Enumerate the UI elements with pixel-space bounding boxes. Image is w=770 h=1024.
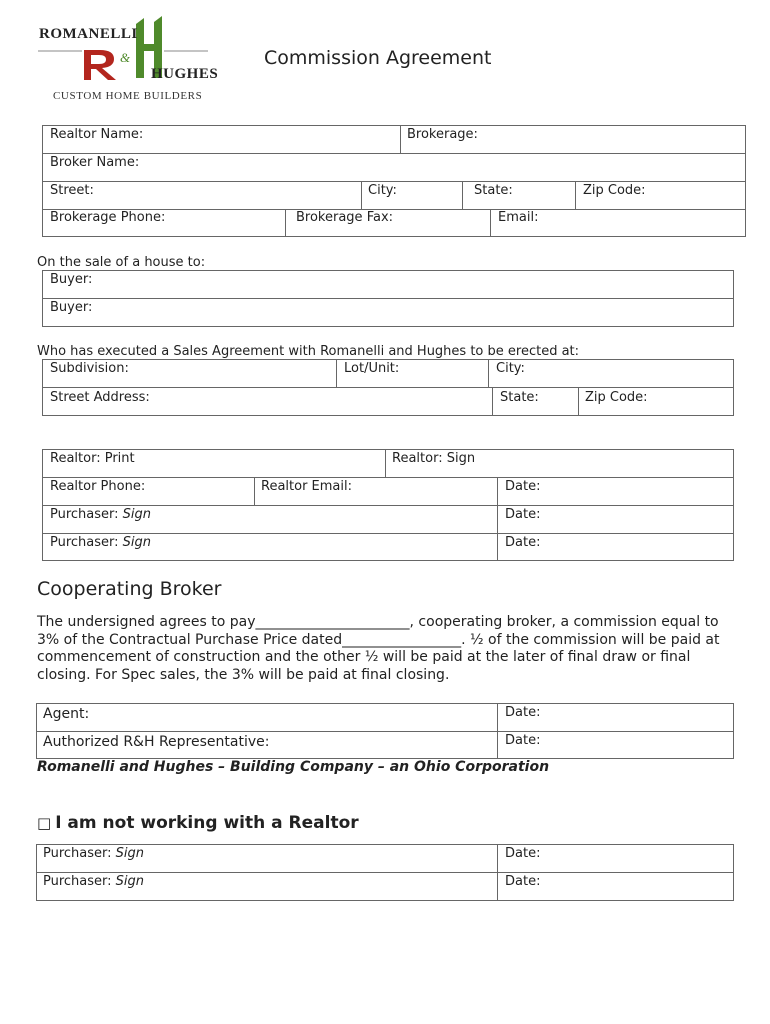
state-field[interactable]: State: (474, 183, 513, 198)
sale-intro: On the sale of a house to: (37, 255, 206, 270)
no-realtor-label: I am not working with a Realtor (55, 813, 359, 833)
realtor-date-field[interactable]: Date: (505, 479, 541, 494)
representative-date-field[interactable]: Date: (505, 733, 541, 748)
brokerage-phone-field[interactable]: Brokerage Phone: (50, 210, 166, 225)
no-realtor-date-1[interactable]: Date: (505, 846, 541, 861)
logo-name-bottom: HUGHES (151, 66, 219, 82)
checkbox-icon[interactable]: □ (37, 814, 52, 832)
site-city-field[interactable]: City: (496, 361, 525, 376)
site-state-field[interactable]: State: (500, 390, 539, 405)
cooperating-broker-paragraph: The undersigned agrees to pay______________________, cooperating broker, a commission equal to 3% of the Contractual Purchase Price dated_________________. ½ of the commission will be paid at commencement of construction and the other ½ will be paid at the later of final draw or final closing. For Spec sales, the 3% will be paid at final closing. (37, 614, 720, 683)
corporation-statement: Romanelli and Hughes – Building Company – an Ohio Corporation (37, 759, 550, 775)
subdivision-field[interactable]: Subdivision: (50, 361, 129, 376)
representative-field[interactable]: Authorized R&H Representative: (43, 734, 270, 750)
site-zip-field[interactable]: Zip Code: (585, 390, 648, 405)
zip-field[interactable]: Zip Code: (583, 183, 646, 198)
logo-name-top: ROMANELLI (39, 26, 138, 42)
no-realtor-checkbox-heading[interactable] (37, 813, 359, 833)
purchaser-sign-field-2[interactable]: Purchaser: Sign (50, 535, 152, 550)
realtor-email-field[interactable]: Realtor Email: (261, 479, 352, 494)
city-field[interactable]: City: (368, 183, 397, 198)
purchaser-sign-field-1[interactable]: Purchaser: Sign (50, 507, 152, 522)
company-logo (36, 14, 219, 104)
street-address-field[interactable]: Street Address: (50, 390, 150, 405)
realtor-phone-field[interactable]: Realtor Phone: (50, 479, 146, 494)
no-realtor-purchaser-sign-2[interactable]: Purchaser: Sign (43, 874, 145, 889)
agent-date-field[interactable]: Date: (505, 705, 541, 720)
buyer-field-2[interactable]: Buyer: (50, 300, 93, 315)
agent-field[interactable]: Agent: (43, 706, 90, 722)
cooperating-broker-heading: Cooperating Broker (37, 578, 222, 600)
brokerage-field[interactable]: Brokerage: (407, 127, 478, 142)
page-title: Commission Agreement (264, 47, 492, 69)
realtor-sign-field[interactable]: Realtor: Sign (392, 451, 476, 466)
realtor-name-field[interactable]: Realtor Name: (50, 127, 144, 142)
email-field[interactable]: Email: (498, 210, 539, 225)
site-intro: Who has executed a Sales Agreement with Romanelli and Hughes to be erected at: (37, 344, 580, 359)
no-realtor-date-2[interactable]: Date: (505, 874, 541, 889)
broker-name-field[interactable]: Broker Name: (50, 155, 140, 170)
brokerage-fax-field[interactable]: Brokerage Fax: (296, 210, 394, 225)
svg-text:&: & (120, 50, 131, 65)
purchaser-date-field-1[interactable]: Date: (505, 507, 541, 522)
realtor-print-field[interactable]: Realtor: Print (50, 451, 135, 466)
no-realtor-purchaser-sign-1[interactable]: Purchaser: Sign (43, 846, 145, 861)
buyer-field-1[interactable]: Buyer: (50, 272, 93, 287)
street-field[interactable]: Street: (50, 183, 94, 198)
logo-tagline: CUSTOM HOME BUILDERS (53, 90, 203, 102)
lot-unit-field[interactable]: Lot/Unit: (344, 361, 400, 376)
purchaser-date-field-2[interactable]: Date: (505, 535, 541, 550)
